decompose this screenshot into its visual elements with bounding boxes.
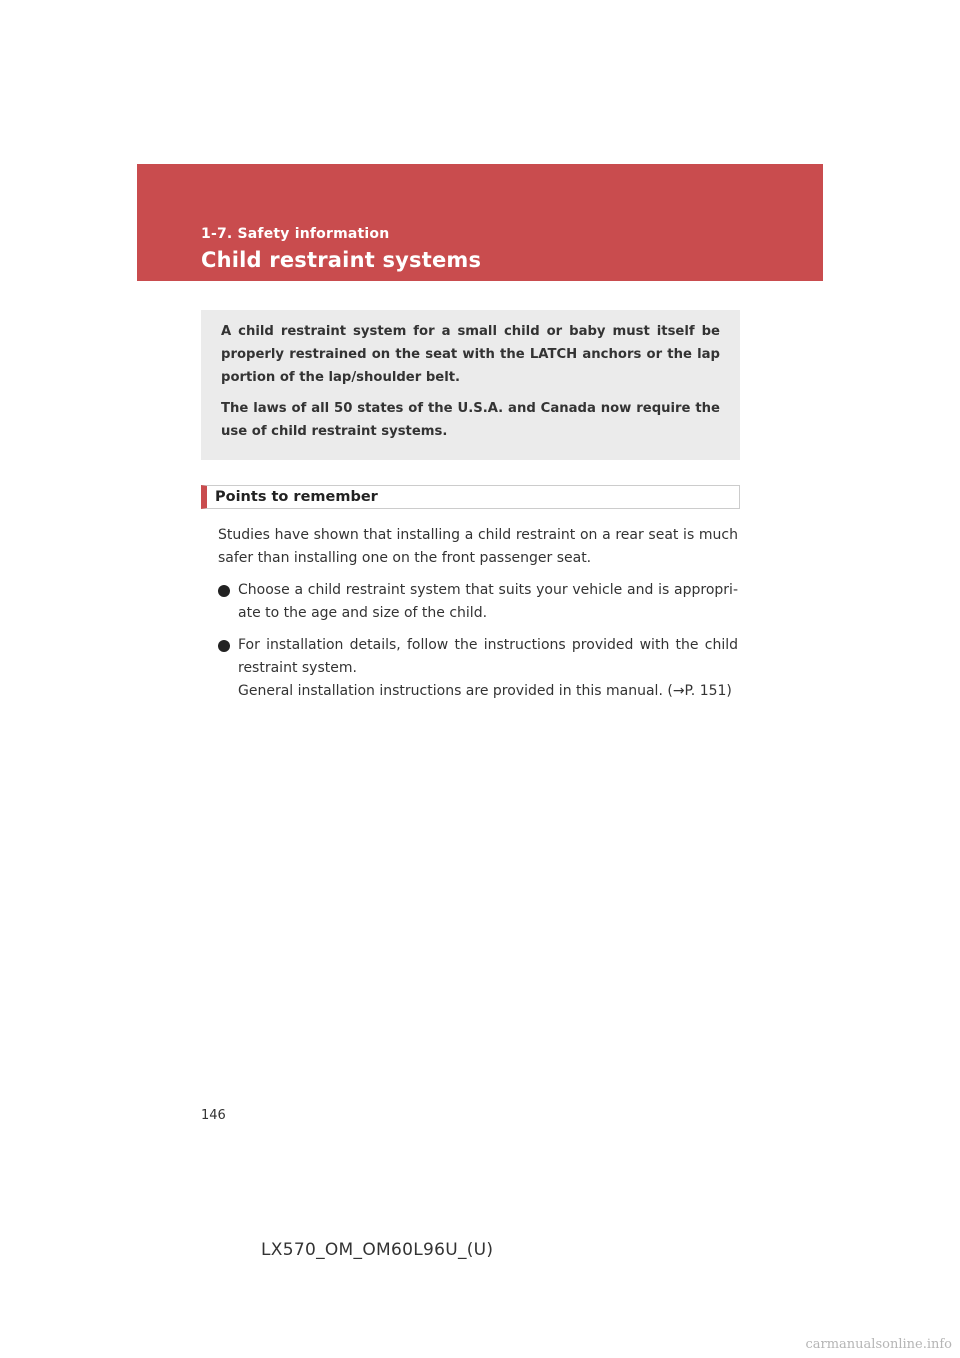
page-number: 146 <box>201 1108 226 1123</box>
watermark: carmanualsonline.info <box>805 1337 952 1352</box>
section-heading: Points to remember <box>201 485 740 509</box>
section-body <box>218 524 738 712</box>
page-title: Child restraint systems <box>201 248 482 272</box>
section-paragraph: Studies have shown that installing a child restraint on a rear seat is much safer than installing one on the front passenger seat. <box>218 527 738 566</box>
list-item <box>218 634 738 703</box>
list-item-text: For installation details, follow the instructions provided with the child restraint system. <box>238 637 738 676</box>
section-label: 1-7. Safety information <box>201 226 390 242</box>
list-item <box>218 579 738 625</box>
intro-paragraph: A child restraint system for a small child or baby must itself be properly restrained on the seat with the LATCH anchors or the lap portion of the lap/shoulder belt. <box>221 324 720 385</box>
list-item-text: Choose a child restraint system that suits your vehicle and is appropri-ate to the age and size of the child. <box>238 582 738 621</box>
page-reference-link[interactable]: General installation instructions are provided in this manual. (→P. 151) <box>238 683 732 699</box>
bullet-icon <box>218 585 230 597</box>
document-code: LX570_OM_OM60L96U_(U) <box>261 1240 494 1260</box>
bullet-icon <box>218 640 230 652</box>
intro-paragraph: The laws of all 50 states of the U.S.A. and Canada now require the use of child restraint systems. <box>221 401 720 439</box>
intro-box <box>201 310 740 460</box>
